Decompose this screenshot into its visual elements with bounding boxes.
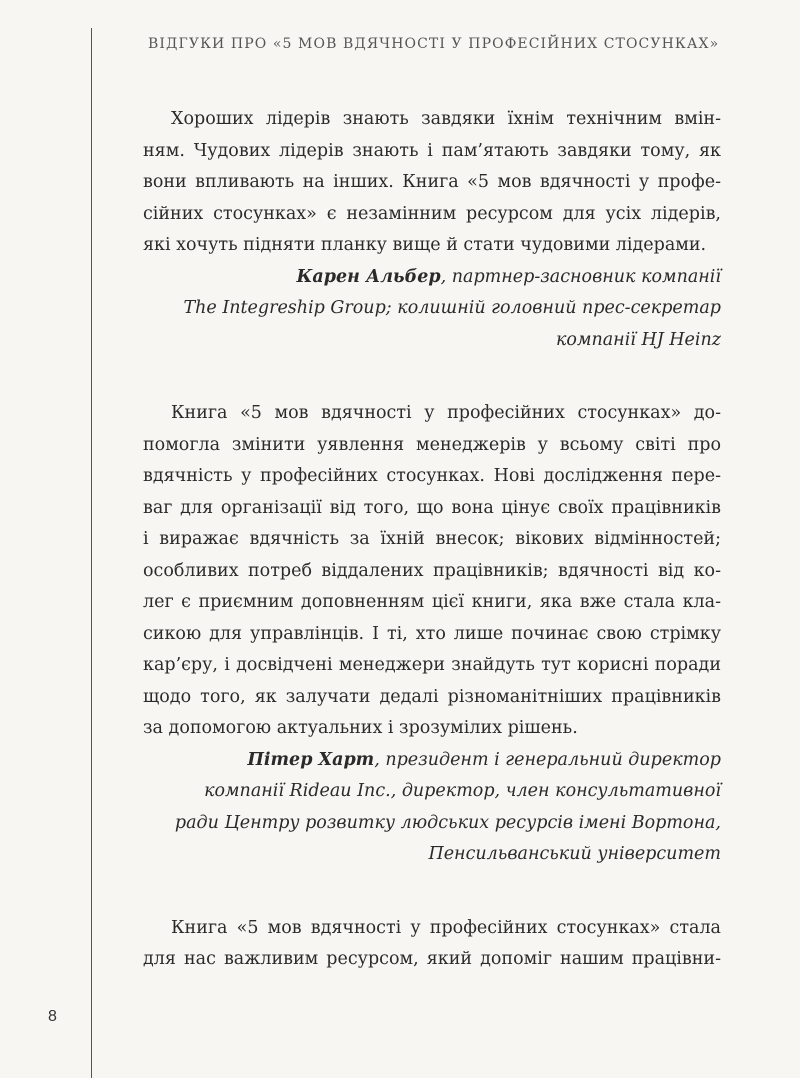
text-line: які хочуть підняти планку вище й стати чудовими лідерами. xyxy=(143,235,707,255)
text-line: Книга «5 мов вдячності у професійних стосунках» стала xyxy=(171,917,721,938)
attribution-line: ради Центру розвитку людських ресурсів імені Вортона, xyxy=(174,812,721,833)
text-line: сикою для управлінців. І ті, хто лише починає свою стрімку xyxy=(143,623,721,644)
review-attribution xyxy=(143,262,721,357)
text-line: і виражає вдячність за їхній внесок; вікових відмінностей; xyxy=(143,529,721,549)
text-line: ваг для організації від того, що вона цінує своїх працівників xyxy=(143,497,721,518)
author-name: Пітер Харт xyxy=(247,749,375,770)
text-line: щодо того, як залучати дедалі різноманітніших працівників xyxy=(143,686,721,707)
text-line: за допомогою актуальних і зрозумілих рішень. xyxy=(143,718,578,738)
page-body xyxy=(143,104,721,976)
attribution-line: компанії HJ Heinz xyxy=(555,329,721,350)
text-line: сійних стосунках» є незамінним ресурсом для усіх лідерів, xyxy=(143,203,721,224)
attribution-line: компанії Rideau Inc., директор, член консультативної xyxy=(204,781,721,801)
review-text xyxy=(143,913,721,976)
review-text xyxy=(143,398,721,745)
attribution-line: The Integreship Group; колишній головний прес-секретар xyxy=(183,298,721,318)
margin-rule xyxy=(91,28,92,1078)
attribution-line: Пенсильванський університет xyxy=(428,844,721,864)
text-line: особливих потреб віддалених працівників; вдячності від ко- xyxy=(143,560,721,581)
review-1 xyxy=(143,104,721,356)
text-line: Хороших лідерів знають завдяки їхнім технічним вмін- xyxy=(171,109,721,129)
text-line: помогла змінити уявлення менеджерів у всьому світі про xyxy=(143,434,721,455)
author-name: Карен Альбер xyxy=(296,266,441,287)
text-line: для нас важливим ресурсом, який допоміг нашим працівни- xyxy=(143,949,721,969)
text-line: вдячність у професійних стосунках. Нові дослідження пере- xyxy=(143,466,721,486)
text-line: кар’єру, і досвідчені менеджери знайдуть тут корисні поради xyxy=(143,655,721,675)
review-3 xyxy=(143,913,721,976)
text-line: вони впливають на інших. Книга «5 мов вдячності у профе- xyxy=(143,172,721,192)
attribution-line: Карен Альбер, партнер-засновник компанії xyxy=(296,266,721,287)
page-number: 8 xyxy=(48,1008,57,1025)
text-line: лег є приємним доповненням цієї книги, яка вже стала кла- xyxy=(143,592,721,612)
review-2 xyxy=(143,398,721,871)
running-header: ВІДГУКИ ПРО «5 МОВ ВДЯЧНОСТІ У ПРОФЕСІЙНИХ СТОСУНКАХ» xyxy=(148,36,720,52)
review-text xyxy=(143,104,721,262)
text-line: Книга «5 мов вдячності у професійних стосунках» до- xyxy=(171,403,721,423)
review-attribution xyxy=(143,745,721,871)
attribution-line: Пітер Харт, президент і генеральний директор xyxy=(247,749,721,770)
text-line: ням. Чудових лідерів знають і пам’ятають завдяки тому, як xyxy=(143,140,721,161)
